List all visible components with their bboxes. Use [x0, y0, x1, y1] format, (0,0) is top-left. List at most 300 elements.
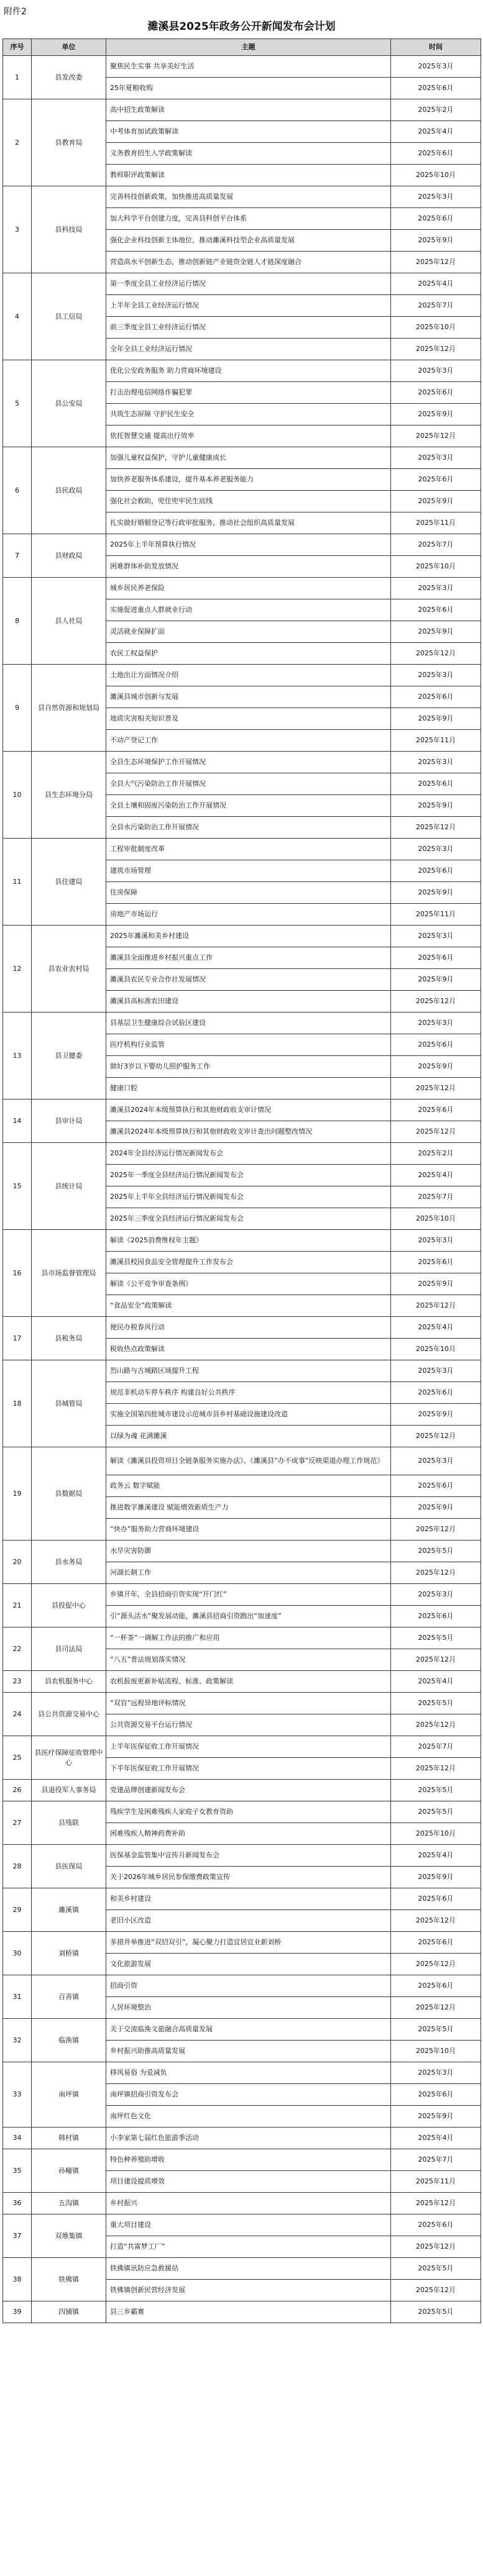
schedule-time: 2025年12月 [391, 1997, 481, 2019]
topic-text: “八五”普法规划落实情况 [106, 1649, 391, 1671]
schedule-time: 2025年9月 [391, 230, 481, 252]
topic-text: 强化社会救助，兜住兜牢民生底线 [106, 491, 391, 512]
schedule-time: 2025年2月 [391, 99, 481, 121]
topic-text: 完善科技创新政策，加快推进高质量发展 [106, 186, 391, 208]
table-row [3, 56, 481, 78]
topic-text: 规范非机动车停车秩序 构建良好公共秩序 [106, 1382, 391, 1404]
topic-text: 文化旅游发展 [106, 1954, 391, 1975]
schedule-time: 2025年10月 [391, 2041, 481, 2062]
schedule-time: 2025年12月 [391, 1758, 481, 1780]
table-row [3, 273, 481, 295]
unit-name: 县民政局 [32, 447, 106, 534]
row-number: 37 [3, 2214, 32, 2258]
schedule-time: 2025年6月 [391, 469, 481, 491]
schedule-time: 2025年12月 [391, 252, 481, 273]
topic-text: 税收热点政策解读 [106, 1339, 391, 1360]
table-row [3, 1143, 481, 1165]
schedule-time: 2025年5月 [391, 2019, 481, 2041]
schedule-time: 2025年9月 [391, 882, 481, 904]
table-row [3, 1845, 481, 1867]
unit-name: 县住建局 [32, 839, 106, 926]
topic-text: 医疗机构行业监管 [106, 1034, 391, 1056]
row-number: 12 [3, 926, 32, 1013]
topic-text: 多措并举推进“双招双引”，凝心聚力打造宜居宜业新刘桥 [106, 1932, 391, 1954]
schedule-time: 2025年3月 [391, 578, 481, 599]
schedule-time: 2025年9月 [391, 708, 481, 730]
schedule-time: 2025年12月 [391, 643, 481, 665]
topic-text: 解读《2025消费维权年主题》 [106, 1230, 391, 1252]
topic-text: 建筑市场管理 [106, 860, 391, 882]
topic-text: 住房保障 [106, 882, 391, 904]
unit-name: 县公共资源交易中心 [32, 1693, 106, 1736]
unit-name: 县审计局 [32, 1099, 106, 1143]
schedule-time: 2025年9月 [391, 795, 481, 817]
topic-text: 25年夏粮收购 [106, 78, 391, 99]
schedule-time: 2025年7月 [391, 1186, 481, 1208]
schedule-time: 2025年3月 [391, 1360, 481, 1382]
row-number: 32 [3, 2019, 32, 2062]
row-number: 9 [3, 665, 32, 752]
schedule-time: 2025年9月 [391, 491, 481, 512]
topic-text: 濉溪县城市创新与发展 [106, 686, 391, 708]
topic-text: 濉溪县校园食品安全管理提升工作发布会 [106, 1252, 391, 1273]
schedule-time: 2025年3月 [391, 926, 481, 947]
topic-text: 地质灾害相关知识普及 [106, 708, 391, 730]
topic-text: 全县大气污染防治工作开展情况 [106, 773, 391, 795]
topic-text: 营造高水平创新生态，推动创新链产业链资金链人才链深度融合 [106, 252, 391, 273]
unit-name: 县税务局 [32, 1317, 106, 1360]
schedule-time: 2025年5月 [391, 1627, 481, 1649]
topic-text: 濉溪县2024年本级预算执行和其他财政收支审计查出问题整改情况 [106, 1121, 391, 1143]
schedule-time: 2025年3月 [391, 360, 481, 382]
table-row [3, 839, 481, 860]
schedule-time: 2025年3月 [391, 56, 481, 78]
topic-text: 乡村振兴助推高质量发展 [106, 2041, 391, 2062]
row-number: 39 [3, 2301, 32, 2323]
unit-name: 县农机服务中心 [32, 1671, 106, 1693]
topic-text: 房地产市场运行 [106, 904, 391, 926]
topic-text: 中考体育加试政策解读 [106, 121, 391, 143]
schedule-time: 2025年4月 [391, 273, 481, 295]
topic-text: “一杯茶”一调解工作法的推广和应用 [106, 1627, 391, 1649]
topic-text: 医保基金监管集中宣传月新闻发布会 [106, 1845, 391, 1867]
table-row [3, 2149, 481, 2171]
row-number: 26 [3, 1780, 32, 1801]
topic-text: 2025年上半年全县经济运行情况新闻发布会 [106, 1186, 391, 1208]
row-number: 25 [3, 1736, 32, 1780]
schedule-time: 2025年5月 [391, 1801, 481, 1823]
topic-text: 加强儿童权益保护，守护儿童健康成长 [106, 447, 391, 469]
table-row [3, 1317, 481, 1339]
schedule-time: 2025年12月 [391, 2193, 481, 2214]
schedule-time: 2025年9月 [391, 1867, 481, 1888]
schedule-time: 2025年6月 [391, 2214, 481, 2236]
table-row [3, 1801, 481, 1823]
schedule-time: 2025年7月 [391, 534, 481, 556]
topic-text: 全县生态环境保护工作开展情况 [106, 752, 391, 773]
topic-text: 关于2026年城乡居民参保缴费政策宣传 [106, 1867, 391, 1888]
table-row [3, 1671, 481, 1693]
topic-text: 残疾学生及困难残疾人家庭子女教育资助 [106, 1801, 391, 1823]
schedule-time: 2025年10月 [391, 556, 481, 578]
schedule-time: 2025年10月 [391, 317, 481, 339]
table-row [3, 447, 481, 469]
schedule-time: 2025年6月 [391, 208, 481, 230]
schedule-time: 2025年9月 [391, 1497, 481, 1519]
unit-name: 县发改委 [32, 56, 106, 99]
schedule-time: 2025年6月 [391, 1606, 481, 1627]
table-row [3, 1013, 481, 1034]
topic-text: 2025年三季度全县经济运行情况新闻发布会 [106, 1208, 391, 1230]
schedule-time: 2025年6月 [391, 773, 481, 795]
row-number: 28 [3, 1845, 32, 1888]
unit-name: 南坪镇 [32, 2062, 106, 2128]
topic-text: 城乡居民养老保险 [106, 578, 391, 599]
topic-text: 2024年全县经济运行情况新闻发布会 [106, 1143, 391, 1165]
schedule-time: 2025年12月 [391, 1562, 481, 1584]
topic-text: 烈山路与古城路区域提升工程 [106, 1360, 391, 1382]
topic-text: 健康口腔 [106, 1078, 391, 1099]
topic-text: 2025年一季度全县经济运行情况新闻发布会 [106, 1165, 391, 1186]
unit-name: 县医疗保障征收管理中心 [32, 1736, 106, 1780]
topic-text: 灵活就业保障扩面 [106, 621, 391, 643]
topic-text: 便民办税春风行动 [106, 1317, 391, 1339]
row-number: 20 [3, 1541, 32, 1584]
schedule-time: 2025年3月 [391, 2062, 481, 2084]
row-number: 22 [3, 1627, 32, 1671]
topic-text: 困难残疾人精神药费补助 [106, 1823, 391, 1845]
topic-text: 加快养老服务体系建设，提升基本养老服务能力 [106, 469, 391, 491]
topic-text: 重大项目建设 [106, 2214, 391, 2236]
schedule-time: 2025年9月 [391, 1273, 481, 1295]
table-row [3, 1541, 481, 1562]
schedule-table [2, 39, 481, 2323]
schedule-time: 2025年3月 [391, 839, 481, 860]
topic-text: 公共资源交易平台运行情况 [106, 1714, 391, 1736]
schedule-time: 2025年7月 [391, 2149, 481, 2171]
header-row [3, 39, 481, 56]
table-row [3, 1888, 481, 1910]
unit-name: 孙疃镇 [32, 2149, 106, 2193]
table-row [3, 1693, 481, 1714]
topic-text: 濉溪县2024年本级预算执行和其他财政收支审计情况 [106, 1099, 391, 1121]
row-number: 7 [3, 534, 32, 578]
unit-name: 县工信局 [32, 273, 106, 360]
schedule-body [3, 56, 481, 2323]
schedule-time: 2025年4月 [391, 1317, 481, 1339]
topic-text: 打造“共富梦工厂” [106, 2236, 391, 2258]
unit-name: 县科技局 [32, 186, 106, 273]
table-row [3, 1447, 481, 1475]
table-row [3, 665, 481, 686]
schedule-time: 2025年11月 [391, 904, 481, 926]
schedule-time: 2025年7月 [391, 1736, 481, 1758]
unit-name: 县卫健委 [32, 1013, 106, 1099]
topic-text: 农民工权益保护 [106, 643, 391, 665]
row-number: 27 [3, 1801, 32, 1845]
topic-text: 下半年医保征收工作开展情况 [106, 1758, 391, 1780]
table-row [3, 360, 481, 382]
row-number: 13 [3, 1013, 32, 1099]
table-row [3, 926, 481, 947]
schedule-time: 2025年6月 [391, 78, 481, 99]
schedule-time: 2025年6月 [391, 1382, 481, 1404]
schedule-time: 2025年9月 [391, 1404, 481, 1426]
row-number: 8 [3, 578, 32, 665]
topic-text: 政务云 数字赋能 [106, 1475, 391, 1497]
schedule-time: 2025年12月 [391, 1295, 481, 1317]
schedule-time: 2025年6月 [391, 1475, 481, 1497]
row-number: 31 [3, 1975, 32, 2019]
topic-text: 打击治理电信网络诈骗犯罪 [106, 382, 391, 404]
schedule-time: 2025年3月 [391, 1013, 481, 1034]
unit-name: 县数据局 [32, 1447, 106, 1541]
table-row [3, 2019, 481, 2041]
header-no: 序号 [3, 39, 32, 56]
topic-text: 关于交流临涣文旅融合高质量发展 [106, 2019, 391, 2041]
topic-text: 南坪红色文化 [106, 2106, 391, 2128]
table-row [3, 2128, 481, 2149]
schedule-time: 2025年10月 [391, 165, 481, 186]
schedule-time: 2025年12月 [391, 2280, 481, 2301]
topic-text: 南坪镇招商引资发布会 [106, 2084, 391, 2106]
schedule-time: 2025年12月 [391, 991, 481, 1013]
schedule-time: 2025年12月 [391, 2236, 481, 2258]
topic-text: 聚焦民生实事 共享美好生活 [106, 56, 391, 78]
topic-text: 推进数字濉溪建设 赋能增效新质生产力 [106, 1497, 391, 1519]
schedule-time: 2025年12月 [391, 1910, 481, 1932]
topic-text: 小李家第七届红色旅游季活动 [106, 2128, 391, 2149]
schedule-time: 2025年5月 [391, 1541, 481, 1562]
unit-name: 县残联 [32, 1801, 106, 1845]
attachment-label: 附件2 [4, 7, 27, 17]
topic-text: 加大科学平台创建力度，完善县科创平台体系 [106, 208, 391, 230]
schedule-time: 2025年5月 [391, 1693, 481, 1714]
topic-text: 特色种养殖助增收 [106, 2149, 391, 2171]
row-number: 1 [3, 56, 32, 99]
topic-text: 河湖长制工作 [106, 1562, 391, 1584]
topic-text: 乡镇开年，全县招商引资实现“开门红” [106, 1584, 391, 1606]
schedule-time: 2025年9月 [391, 621, 481, 643]
topic-text: 项目建设提质增效 [106, 2171, 391, 2193]
schedule-time: 2025年3月 [391, 1447, 481, 1475]
schedule-time: 2025年4月 [391, 2128, 481, 2149]
schedule-time: 2025年9月 [391, 2106, 481, 2128]
row-number: 11 [3, 839, 32, 926]
topic-text: 水旱灾害防御 [106, 1541, 391, 1562]
topic-text: 扎实做好婚姻登记等行政审批服务，推动社会组织高质量发展 [106, 512, 391, 534]
schedule-time: 2025年4月 [391, 1845, 481, 1867]
unit-name: 四铺镇 [32, 2301, 106, 2323]
table-row [3, 2062, 481, 2084]
topic-text: 濉溪县高标准农田建设 [106, 991, 391, 1013]
unit-name: 韩村镇 [32, 2128, 106, 2149]
unit-name: 县城管局 [32, 1360, 106, 1447]
unit-name: 县医保局 [32, 1845, 106, 1888]
schedule-time: 2025年10月 [391, 1339, 481, 1360]
header-unit: 单位 [32, 39, 106, 56]
row-number: 24 [3, 1693, 32, 1736]
topic-text: 移风易俗 为爱减负 [106, 2062, 391, 2084]
row-number: 34 [3, 2128, 32, 2149]
schedule-time: 2025年6月 [391, 1932, 481, 1954]
unit-name: 县统计局 [32, 1143, 106, 1230]
schedule-time: 2025年3月 [391, 665, 481, 686]
topic-text: 优化公安政务服务 助力营商环境建设 [106, 360, 391, 382]
row-number: 15 [3, 1143, 32, 1230]
row-number: 38 [3, 2258, 32, 2301]
schedule-time: 2025年7月 [391, 295, 481, 317]
unit-name: 县生态环境分局 [32, 752, 106, 839]
unit-name: 县退役军人事务局 [32, 1780, 106, 1801]
table-row [3, 534, 481, 556]
topic-text: 县基层卫生健康综合试验区建设 [106, 1013, 391, 1034]
topic-text: 全县水污染防治工作开展情况 [106, 817, 391, 839]
topic-text: “双盲”远程异地评标情况 [106, 1693, 391, 1714]
topic-text: 铁佛镇讯防应急救援站 [106, 2258, 391, 2280]
table-row [3, 186, 481, 208]
row-number: 36 [3, 2193, 32, 2214]
table-row [3, 1627, 481, 1649]
schedule-time: 2025年4月 [391, 1671, 481, 1693]
schedule-time: 2025年2月 [391, 1143, 481, 1165]
schedule-time: 2025年12月 [391, 1121, 481, 1143]
topic-text: 人居环境整治 [106, 1997, 391, 2019]
schedule-time: 2025年10月 [391, 1208, 481, 1230]
schedule-time: 2025年12月 [391, 339, 481, 360]
topic-text: 不动产登记工作 [106, 730, 391, 752]
unit-name: 县农业农村局 [32, 926, 106, 1013]
topic-text: 以绿为魂 花满濉溪 [106, 1426, 391, 1447]
header-topic: 主题 [106, 39, 391, 56]
schedule-time: 2025年6月 [391, 2084, 481, 2106]
table-row [3, 2193, 481, 2214]
schedule-time: 2025年12月 [391, 1426, 481, 1447]
unit-name: 县市场监督管理局 [32, 1230, 106, 1317]
unit-name: 县水务局 [32, 1541, 106, 1584]
row-number: 16 [3, 1230, 32, 1317]
table-row [3, 1360, 481, 1382]
schedule-time: 2025年6月 [391, 1975, 481, 1997]
schedule-time: 2025年4月 [391, 1165, 481, 1186]
table-row [3, 1584, 481, 1606]
row-number: 3 [3, 186, 32, 273]
table-row [3, 2258, 481, 2280]
header-time: 时间 [391, 39, 481, 56]
unit-name: 县人社局 [32, 578, 106, 665]
schedule-time: 2025年11月 [391, 730, 481, 752]
topic-text: 前三季度全县工业经济运行情况 [106, 317, 391, 339]
topic-text: 解读《公平竞争审查条例》 [106, 1273, 391, 1295]
topic-text: 实施促进重点人群就业行动 [106, 599, 391, 621]
topic-text: 2025年濉溪和美乡村建设 [106, 926, 391, 947]
schedule-time: 2025年5月 [391, 1780, 481, 1801]
schedule-time: 2025年6月 [391, 1034, 481, 1056]
schedule-time: 2025年5月 [391, 2258, 481, 2280]
topic-text: 教师职评政策解读 [106, 165, 391, 186]
unit-name: 刘桥镇 [32, 1932, 106, 1975]
topic-text: 全县土壤和固废污染防治工作开展情况 [106, 795, 391, 817]
schedule-time: 2025年3月 [391, 447, 481, 469]
topic-text: 党建品牌创建新闻发布会 [106, 1780, 391, 1801]
schedule-time: 2025年12月 [391, 1714, 481, 1736]
schedule-time: 2025年9月 [391, 969, 481, 991]
schedule-time: 2025年3月 [391, 186, 481, 208]
topic-text: “食品安全”政策解读 [106, 1295, 391, 1317]
schedule-time: 2025年10月 [391, 1823, 481, 1845]
unit-name: 县自然资源和规划局 [32, 665, 106, 752]
schedule-time: 2025年6月 [391, 382, 481, 404]
row-number: 5 [3, 360, 32, 447]
topic-text: 做好3岁以下婴幼儿照护服务工作 [106, 1056, 391, 1078]
schedule-time: 2025年6月 [391, 947, 481, 969]
schedule-time: 2025年11月 [391, 2171, 481, 2193]
schedule-time: 2025年4月 [391, 121, 481, 143]
topic-text: 高中招生政策解读 [106, 99, 391, 121]
topic-text: 依托智慧交通 提高出行效率 [106, 426, 391, 447]
topic-text: 濉溪县农民专业合作社发展情况 [106, 969, 391, 991]
schedule-time: 2025年3月 [391, 1584, 481, 1606]
table-row [3, 1736, 481, 1758]
schedule-time: 2025年12月 [391, 1954, 481, 1975]
row-number: 17 [3, 1317, 32, 1360]
table-row [3, 1230, 481, 1252]
schedule-time: 2025年3月 [391, 752, 481, 773]
topic-text: 和美乡村建设 [106, 1888, 391, 1910]
unit-name: 五沟镇 [32, 2193, 106, 2214]
table-row [3, 99, 481, 121]
schedule-time: 2025年6月 [391, 860, 481, 882]
unit-name: 县司法局 [32, 1627, 106, 1671]
table-row [3, 752, 481, 773]
row-number: 21 [3, 1584, 32, 1627]
topic-text: 乡村振兴 [106, 2193, 391, 2214]
schedule-time: 2025年12月 [391, 1078, 481, 1099]
topic-text: 解读《濉溪县投资项目全链条服务实施办法》、《濉溪县“办不成事”反映渠道办理工作规范》 [106, 1447, 391, 1475]
schedule-time: 2025年6月 [391, 1888, 481, 1910]
schedule-time: 2025年6月 [391, 143, 481, 165]
table-row [3, 578, 481, 599]
topic-text: 铁佛镇创新民营经济发展 [106, 2280, 391, 2301]
schedule-time: 2025年9月 [391, 404, 481, 426]
schedule-time: 2025年11月 [391, 512, 481, 534]
topic-text: 土地出让方面情况介绍 [106, 665, 391, 686]
table-row [3, 2214, 481, 2236]
topic-text: 2025年上半年预算执行情况 [106, 534, 391, 556]
topic-text: 濉溪县全面推进乡村振兴重点工作 [106, 947, 391, 969]
schedule-time: 2025年12月 [391, 426, 481, 447]
row-number: 4 [3, 273, 32, 360]
topic-text: 上半年医保征收工作开展情况 [106, 1736, 391, 1758]
topic-text: 招商引资 [106, 1975, 391, 1997]
schedule-time: 2025年9月 [391, 1056, 481, 1078]
table-row [3, 1975, 481, 1997]
unit-name: 濉溪镇 [32, 1888, 106, 1932]
row-number: 2 [3, 99, 32, 186]
row-number: 18 [3, 1360, 32, 1447]
topic-text: 老旧小区改造 [106, 1910, 391, 1932]
row-number: 19 [3, 1447, 32, 1541]
schedule-time: 2025年6月 [391, 1252, 481, 1273]
schedule-time: 2025年3月 [391, 1230, 481, 1252]
table-row [3, 2301, 481, 2323]
schedule-time: 2025年6月 [391, 599, 481, 621]
topic-text: 共筑生态屏障 守护民生安全 [106, 404, 391, 426]
table-row [3, 1932, 481, 1954]
topic-text: 困难群体补助发放情况 [106, 556, 391, 578]
topic-text: 强化企业科技创新主体地位，推动濉溪科技型企业高质量发展 [106, 230, 391, 252]
unit-name: 县公安局 [32, 360, 106, 447]
